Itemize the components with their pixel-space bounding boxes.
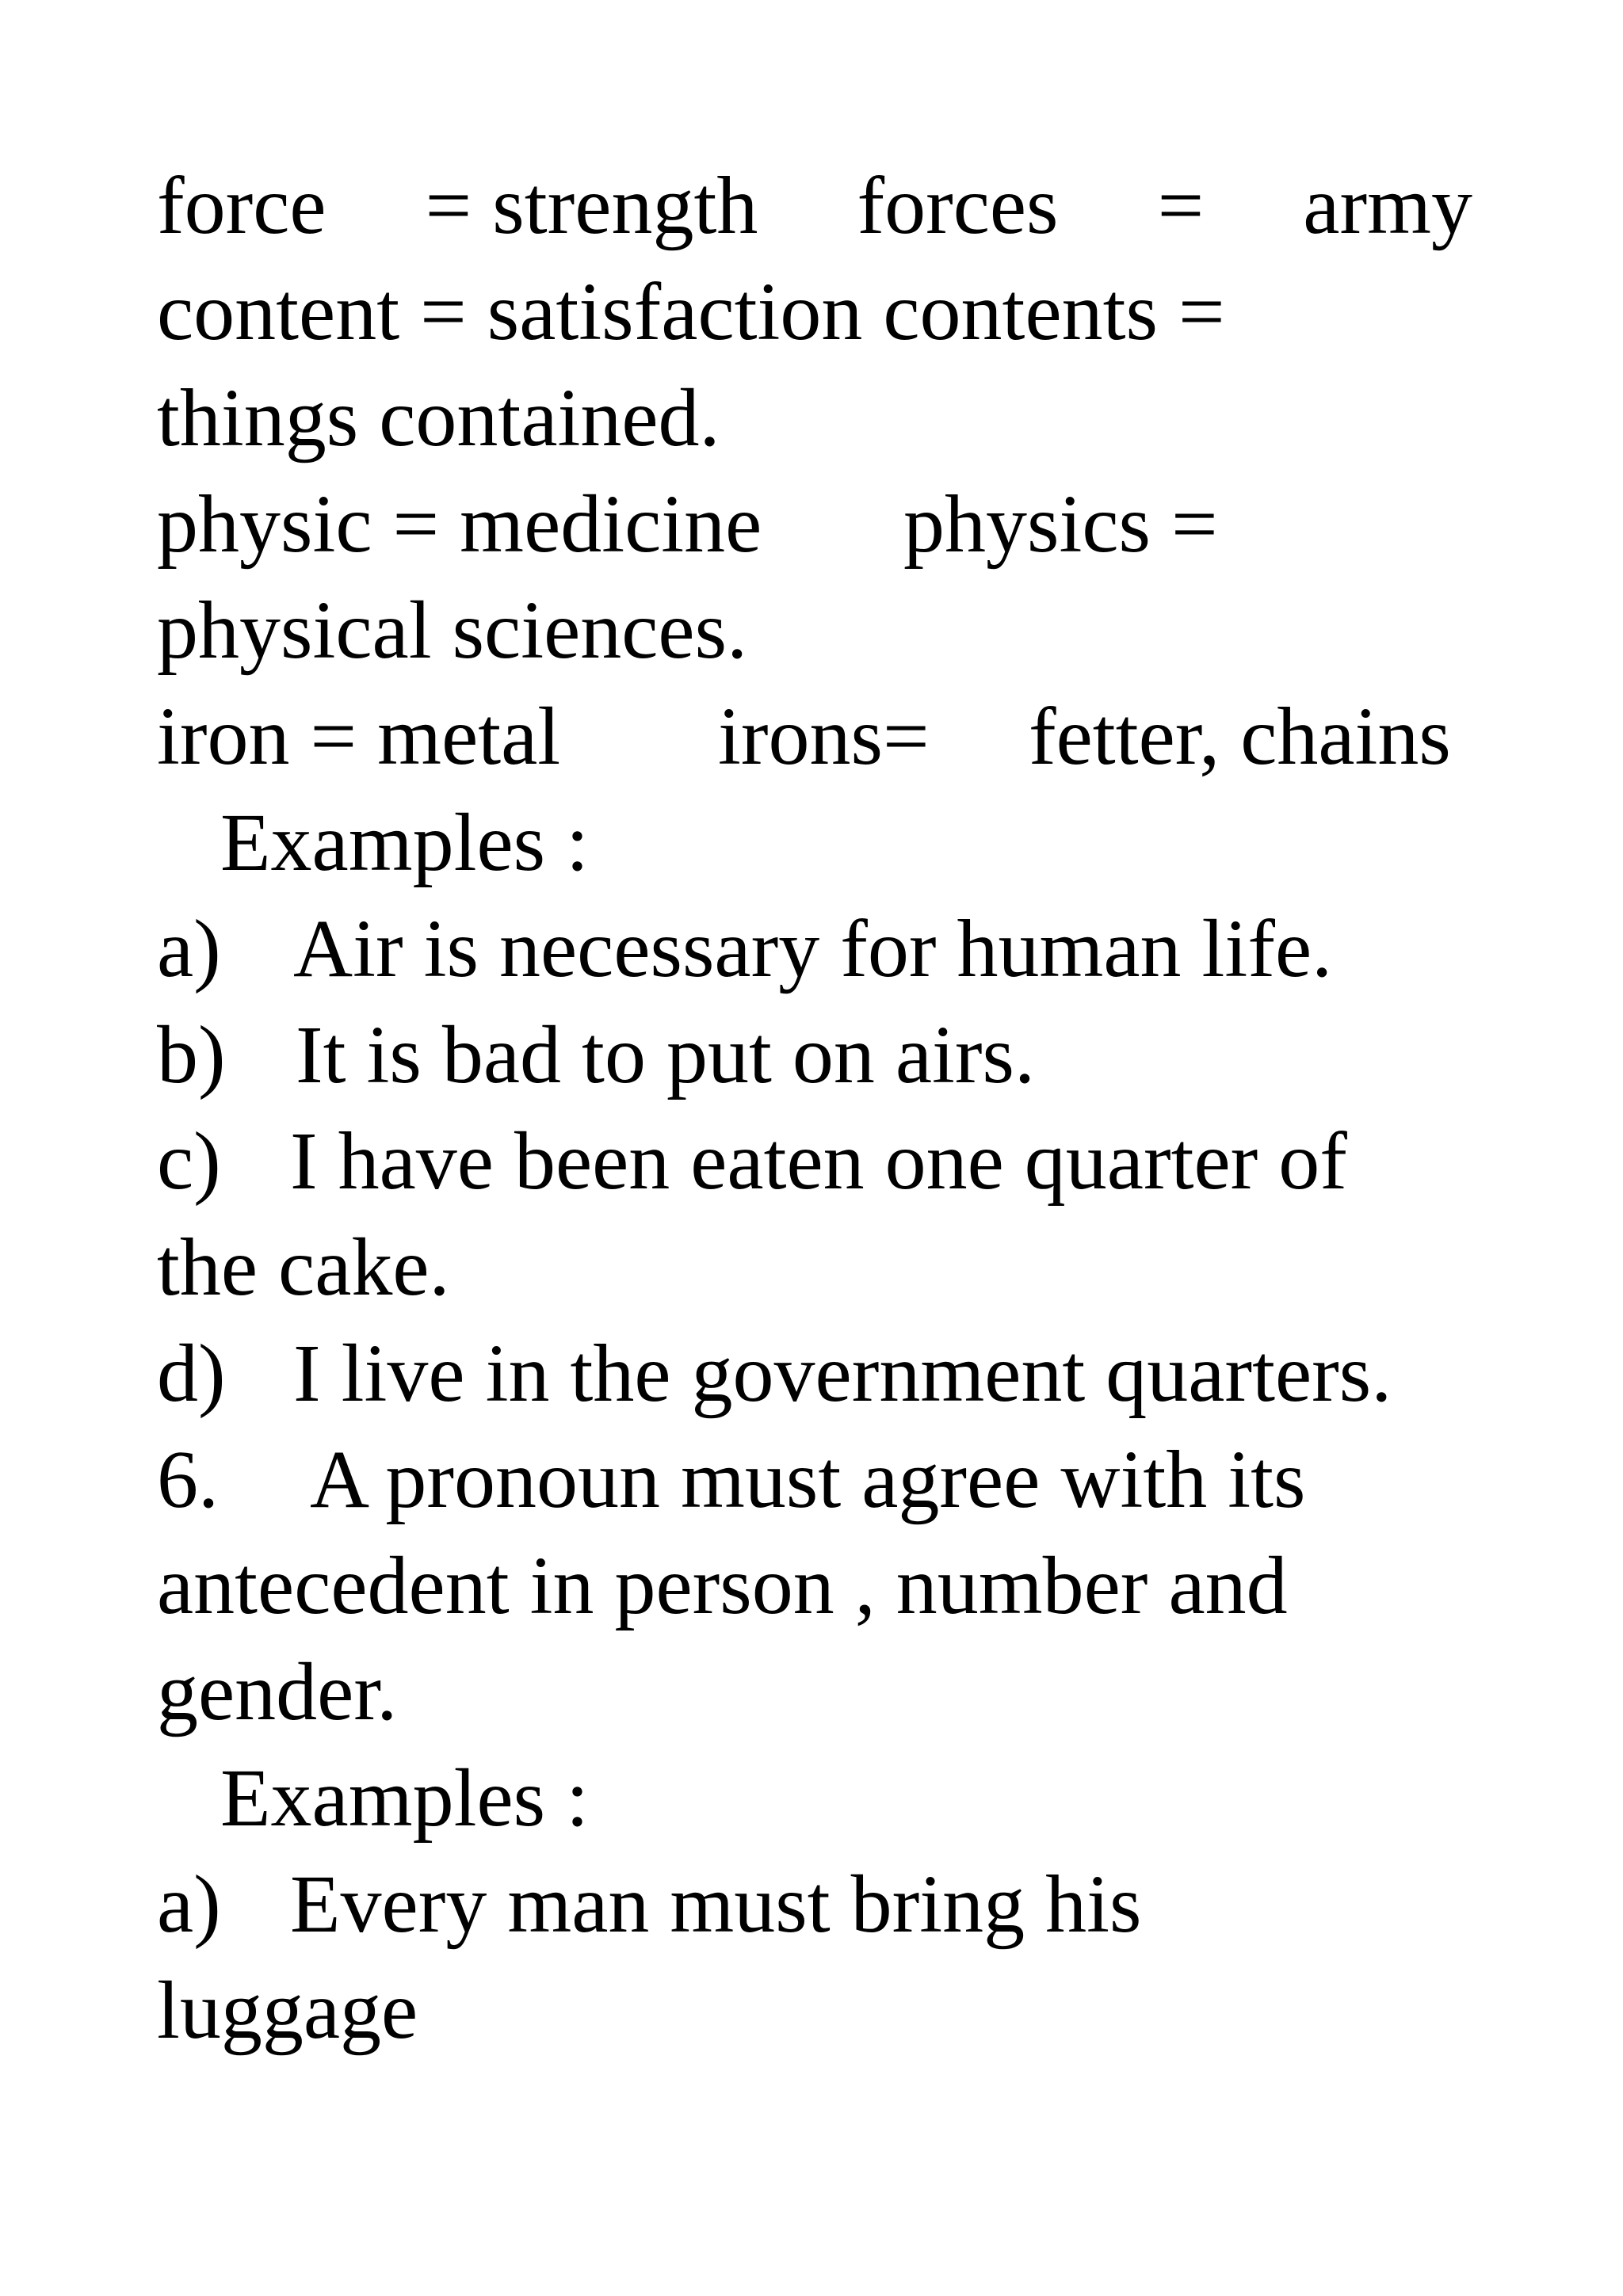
example-item bbox=[157, 1326, 1472, 1421]
examples-heading: Examples : bbox=[220, 1753, 590, 1844]
example-item bbox=[157, 1114, 1472, 1209]
example-marker: b) bbox=[157, 1009, 226, 1100]
word-force: force bbox=[157, 160, 327, 251]
text-line: antecedent in person , number and bbox=[157, 1540, 1288, 1631]
text-line: content = satisfaction contents = bbox=[157, 266, 1225, 357]
text-line: the cake. bbox=[157, 1222, 450, 1313]
example-marker: d) bbox=[157, 1328, 226, 1419]
text-line bbox=[157, 158, 1472, 254]
equals-sign: = bbox=[1157, 160, 1205, 251]
text-line bbox=[157, 689, 1472, 784]
word-physic: physic = medicine bbox=[157, 479, 762, 570]
definition-army: army bbox=[1303, 160, 1472, 251]
example-item bbox=[157, 1008, 1472, 1103]
text-line: physical sciences. bbox=[157, 585, 748, 676]
rule-heading bbox=[157, 1432, 1472, 1527]
example-text: Air is necessary for human life. bbox=[293, 903, 1333, 994]
example-marker: a) bbox=[157, 903, 221, 994]
text-line bbox=[157, 477, 1472, 572]
rule-number: 6. bbox=[157, 1434, 219, 1525]
word-physics: physics = bbox=[903, 479, 1218, 570]
example-text: I live in the government quarters. bbox=[293, 1328, 1392, 1419]
definition-strength: = strength bbox=[425, 160, 758, 251]
example-text: It is bad to put on airs. bbox=[296, 1009, 1036, 1100]
example-text: Every man must bring his bbox=[290, 1859, 1142, 1950]
example-item bbox=[157, 1857, 1472, 1952]
text-line: gender. bbox=[157, 1646, 398, 1737]
example-marker: c) bbox=[157, 1116, 221, 1207]
text-line: luggage bbox=[157, 1965, 418, 2056]
word-iron: iron = metal bbox=[157, 691, 561, 782]
text-line: things contained. bbox=[157, 372, 720, 463]
example-text: I have been eaten one quarter of bbox=[290, 1116, 1347, 1207]
example-item bbox=[157, 902, 1472, 997]
word-irons: irons= bbox=[718, 691, 930, 782]
example-marker: a) bbox=[157, 1859, 221, 1950]
definition-fetter: fetter, chains bbox=[1029, 691, 1451, 782]
examples-heading: Examples : bbox=[220, 797, 590, 888]
rule-text: A pronoun must agree with its bbox=[310, 1434, 1306, 1525]
word-forces: forces bbox=[857, 160, 1059, 251]
